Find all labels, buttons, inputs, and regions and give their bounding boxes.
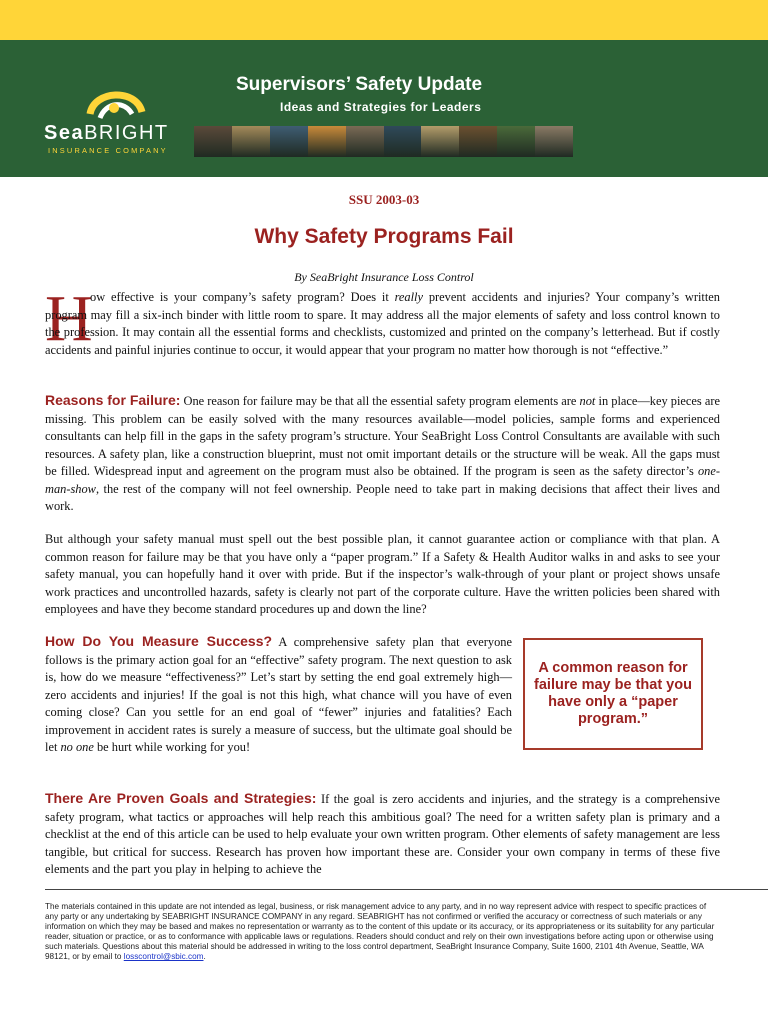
newsletter-title: Supervisors’ Safety Update (236, 74, 483, 95)
reasons-paragraph: Reasons for Failure: One reason for failure may be that all the essential safety program elements are not in place—key pieces are missing. This problem can be easily solved with the many resources available—model policies, sample forms and experienced consultants can help fill in the gaps in the safety program’s structure. Your SeaBright Loss Control Consultants are available with such resources. A safety plan, like a construction blueprint, must not omit important details or the structure will be weak. All the gaps must be filled. Widespread input and agreement on the program must also be obtained. If the program is seen as the safety director’s one-man-show, the rest of the company will not feel ownership. People need to take part in making decisions that affect their lives and work. (45, 392, 720, 513)
photo-strip (194, 126, 573, 157)
photo-strip-image (535, 126, 573, 157)
photo-strip-image (308, 126, 346, 157)
top-yellow-bar (0, 0, 768, 40)
photo-strip-image (459, 126, 497, 157)
intro-paragraph: ow effective is your company’s safety program? Does it really prevent accidents and injuries? Your company’s written program may fill a six-inch binder with little room to spare. It may address all the major elements of safety and loss control known to the profession. It may contain all the essential forms and checklists, customized and printed on the company’s letterhead. But if costly accidents and painful injuries continue to occur, it would appear that your program no matter how thorough is not “effective.” (45, 290, 720, 357)
footer-divider (45, 889, 768, 890)
photo-strip-image (421, 126, 459, 157)
logo-subtitle: INSURANCE COMPANY (48, 146, 168, 155)
photo-strip-image (232, 126, 270, 157)
reasons-heading: Reasons for Failure: (45, 392, 181, 408)
pull-quote: A common reason for failure may be that you have only a “paper program.” (523, 638, 703, 750)
disclaimer: The materials contained in this update are not intended as legal, business, or risk management advice to any party, and in no way represent advice with respect to specific practices of any party or any undertaking by SEABRIGHT INSURANCE COMPANY in any regard. SEABRIGHT has not confirmed or verified the accuracy or correctness of such materials or any information on which they may be based and makes no representation or warranty as to the content of this update or its accuracy, or its appropriateness or its suitability for any particular reader, situation or practice, or as to conformance with applicable laws or regulations. Readers should conduct and rely on their own investigations before acting upon or otherwise using such materials. Questions about this material should be addressed in writing to the loss control department, SeaBright Insurance Company, Suite 1600, 2101 4th Avenue, Seattle, WA 98121, or by email to losscontrol@sbic.com. (45, 902, 715, 961)
paper-program-paragraph: But although your safety manual must spell out the best possible plan, it cannot guarantee action or compliance with that plan. A common reason for failure may be that you have only a “paper program.” If a Safety & Health Auditor walks in and asks to see your safety manual, you can hopefully hand it over with pride. But if the inspector’s walk-through of your plant or project shows unsafe work practices and uncontrolled hazards, safety is clearly not part of the corporate culture. Have the written policies been shared with employees and have they become standard procedures up and down the line? (45, 532, 720, 616)
measure-paragraph: How Do You Measure Success? A comprehensive safety plan that everyone follows is the primary action goal for an “effective” safety program. The next question to ask is, how do we measure “effectiveness?” Let’s start by setting the end goal extremely high—zero accidents and injuries! If the goal is not this high, what chance will you have of even coming close? Can you settle for an end goal of “fewer” injuries and fatalities? Each improvement in accident rates is surely a measure of success, but the ultimate goal should be let no one be hurt while working for you! (45, 633, 512, 754)
drop-cap: H (45, 282, 93, 355)
measure-heading: How Do You Measure Success? (45, 633, 273, 649)
photo-strip-image (497, 126, 535, 157)
goals-heading: There Are Proven Goals and Strategies: (45, 790, 317, 806)
photo-strip-image (270, 126, 308, 157)
photo-strip-image (194, 126, 232, 157)
photo-strip-image (346, 126, 384, 157)
photo-strip-image (384, 126, 422, 157)
logo-name: SeaBRIGHT (44, 122, 169, 144)
newsletter-subtitle: Ideas and Strategies for Leaders (280, 100, 482, 114)
article-title: Why Safety Programs Fail (254, 225, 514, 248)
goals-paragraph: There Are Proven Goals and Strategies: If the goal is zero accidents and injuries, and the strategy is a comprehensive safety program, what tactics or approaches will help reach this ambitious goal? The need for a written safety plan is primary and a checklist at the end of this article can be used to help evaluate your own written program. Other elements of safety management are less tangible, but critical for success. Research has proven how important these are. Consider your own company in terms of these five elements and the part you play in helping to achieve the (45, 790, 720, 876)
seabright-logo (44, 84, 179, 159)
email-link[interactable]: losscontrol@sbic.com (123, 952, 204, 961)
sun-wave-icon (84, 84, 146, 122)
document-id: SSU 2003-03 (348, 192, 420, 207)
byline: By SeaBright Insurance Loss Control (294, 270, 474, 284)
